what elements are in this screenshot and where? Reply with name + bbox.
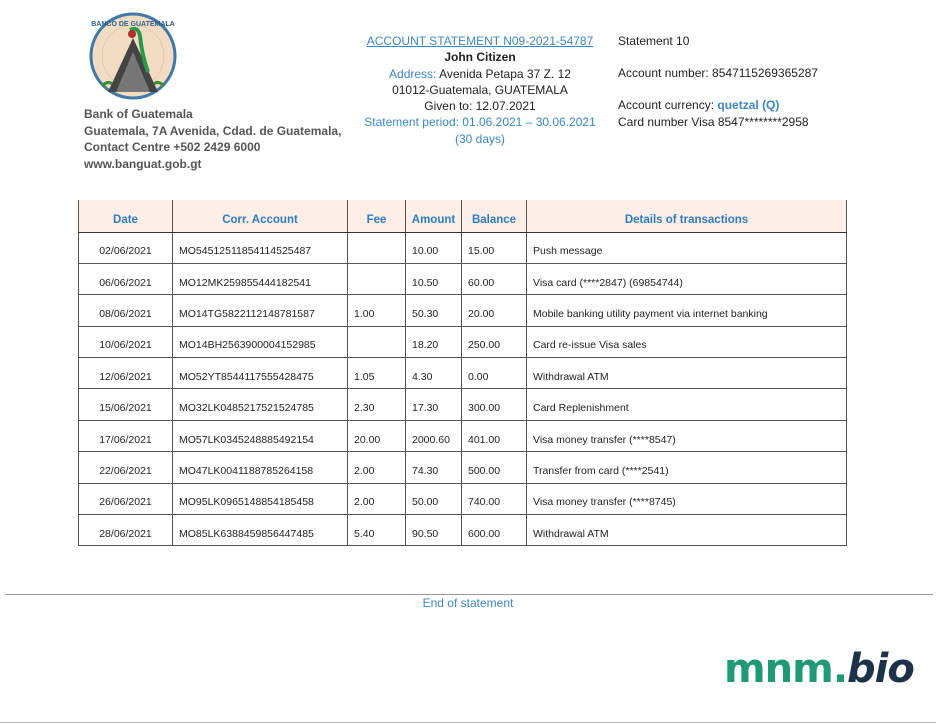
cell-fee: 2.30 [348,389,406,420]
table-row [79,232,847,263]
bank-name: Bank of Guatemala [84,107,193,121]
table-row [79,389,847,420]
customer-name: John Citizen [444,50,516,65]
bank-website: www.banguat.gob.gt [84,156,202,171]
currency-label: Account currency: [618,98,715,112]
cell-fee [348,263,406,294]
cell-corr-account: MO47LK0041188785264158 [173,452,348,483]
cell-amount: 18.20 [406,326,462,357]
cell-corr-account: MO12MK259855444182541 [173,263,348,294]
table-row [79,358,847,389]
cell-corr-account: MO54512511854114525487 [173,232,348,263]
bank-seal-logo [88,12,178,100]
cell-balance: 60.00 [462,263,527,294]
cell-balance: 401.00 [462,420,527,451]
statement-period: Statement period: 01.06.2021 – 30.06.2021 [364,115,596,130]
cell-amount: 90.50 [406,515,462,546]
currency-value: quetzal (Q) [717,98,780,112]
cell-corr-account: MO32LK0485217521524785 [173,389,348,420]
address-line1: Avenida Petapa 37 Z. 12 [439,66,571,81]
bank-address: Guatemala, 7A Avenida, Cdad. de Guatemala, [84,123,342,138]
logo-part-bio: bio [847,646,914,692]
cell-date: 17/06/2021 [79,420,173,451]
cell-details: Push message [527,232,847,263]
cell-fee: 2.00 [348,452,406,483]
address-label: Address: [389,66,437,81]
footer-divider [5,594,933,595]
end-of-statement: End of statement [422,596,514,610]
cell-details: Mobile banking utility payment via internet banking [527,295,847,326]
cell-balance: 250.00 [462,326,527,357]
transactions-table [78,200,847,546]
cell-amount: 50.30 [406,295,462,326]
cell-fee: 5.40 [348,515,406,546]
cell-date: 10/06/2021 [79,326,173,357]
cell-details: Withdrawal ATM [527,515,847,546]
table-row [79,326,847,357]
cell-fee: 2.00 [348,483,406,514]
cell-details: Card Replenishment [527,389,847,420]
cell-date: 08/06/2021 [79,295,173,326]
statement-title: ACCOUNT STATEMENT N09-2021-54787 [366,34,594,48]
statement-number: Statement 10 [618,34,690,48]
card-number: Card number Visa 8547********2958 [618,115,809,129]
header-date: Date [79,200,173,232]
cell-balance: 15.00 [462,232,527,263]
cell-balance: 300.00 [462,389,527,420]
header-corr-account: Corr. Account [173,200,348,232]
bank-contact: Contact Centre +502 2429 6000 [84,140,261,154]
cell-corr-account: MO57LK0345248885492154 [173,420,348,451]
cell-amount: 74.30 [406,452,462,483]
seal-text: BANCO DE GUATEMALA [91,21,175,28]
cell-amount: 2000.60 [406,420,462,451]
header-details: Details of transactions [527,200,847,232]
cell-date: 06/06/2021 [79,263,173,294]
account-number: Account number: 8547115269365287 [618,66,818,80]
cell-date: 22/06/2021 [79,452,173,483]
mnm-bio-logo [724,646,914,692]
cell-details: Visa money transfer (****8745) [527,483,847,514]
cell-corr-account: MO14BH2563900004152985 [173,326,348,357]
cell-amount: 4.30 [406,358,462,389]
cell-fee: 20.00 [348,420,406,451]
given-to: Given to: 12.07.2021 [424,99,536,114]
cell-amount: 10.50 [406,263,462,294]
cell-details: Card re-issue Visa sales [527,326,847,357]
bank-info [84,106,341,172]
header-balance: Balance [462,200,527,232]
cell-details: Withdrawal ATM [527,358,847,389]
statement-days: (30 days) [454,131,506,146]
cell-details: Transfer from card (****2541) [527,452,847,483]
table-row [79,263,847,294]
cell-corr-account: MO14TG5822112148781587 [173,295,348,326]
table-row [79,483,847,514]
table-row [79,452,847,483]
cell-balance: 600.00 [462,515,527,546]
bottom-divider [0,722,936,723]
cell-details: Visa card (****2847) (69854744) [527,263,847,294]
statement-header [360,33,600,147]
cell-date: 26/06/2021 [79,483,173,514]
cell-fee: 1.00 [348,295,406,326]
cell-amount: 17.30 [406,389,462,420]
cell-balance: 20.00 [462,295,527,326]
address-line2: 01012-Guatemala, GUATEMALA [392,82,568,97]
cell-amount: 10.00 [406,232,462,263]
cell-fee: 1.05 [348,358,406,389]
cell-date: 02/06/2021 [79,232,173,263]
logo-part-mnm: mnm. [724,646,848,692]
table-row [79,515,847,546]
table-row [79,420,847,451]
cell-details: Visa money transfer (****8547) [527,420,847,451]
table-row [79,295,847,326]
cell-balance: 0.00 [462,358,527,389]
cell-date: 28/06/2021 [79,515,173,546]
cell-date: 12/06/2021 [79,358,173,389]
cell-date: 15/06/2021 [79,389,173,420]
cell-balance: 500.00 [462,452,527,483]
cell-fee [348,232,406,263]
cell-corr-account: MO52YT8544117555428475 [173,358,348,389]
header-amount: Amount [406,200,462,232]
cell-corr-account: MO85LK6388459856447485 [173,515,348,546]
header-fee: Fee [348,200,406,232]
cell-fee [348,326,406,357]
cell-balance: 740.00 [462,483,527,514]
cell-amount: 50.00 [406,483,462,514]
table-header-row [79,200,847,232]
cell-corr-account: MO95LK0965148854185458 [173,483,348,514]
